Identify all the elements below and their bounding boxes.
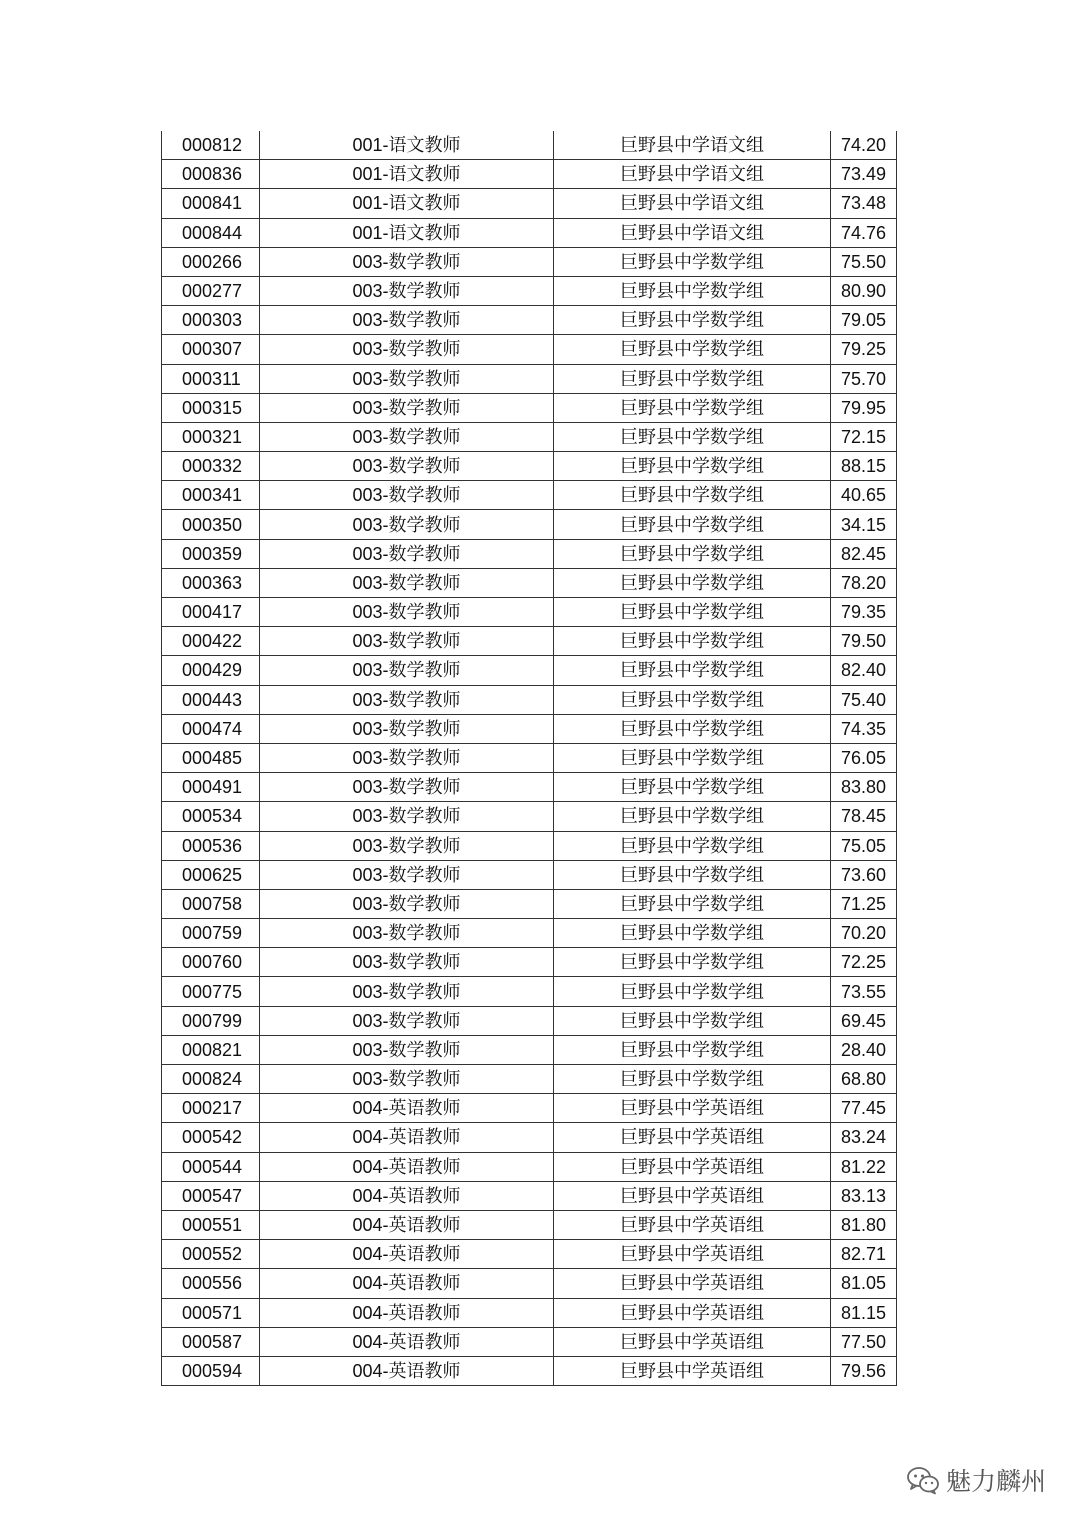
score-cell: 76.05 [831, 743, 897, 772]
candidate-id-cell: 000307 [162, 335, 260, 364]
group-cell: 巨野县中学英语组 [554, 1356, 831, 1385]
candidate-id-cell: 000758 [162, 889, 260, 918]
position-cell: 003-数学教师 [260, 598, 554, 627]
position-cell: 004-英语教师 [260, 1123, 554, 1152]
position-cell: 003-数学教师 [260, 919, 554, 948]
score-cell: 80.90 [831, 276, 897, 305]
score-cell: 79.35 [831, 598, 897, 627]
group-cell: 巨野县中学数学组 [554, 452, 831, 481]
group-cell: 巨野县中学数学组 [554, 422, 831, 451]
position-cell: 004-英语教师 [260, 1269, 554, 1298]
group-cell: 巨野县中学语文组 [554, 160, 831, 189]
group-cell: 巨野县中学英语组 [554, 1181, 831, 1210]
position-cell: 003-数学教师 [260, 889, 554, 918]
score-cell: 79.05 [831, 306, 897, 335]
group-cell: 巨野县中学英语组 [554, 1298, 831, 1327]
table-row [162, 919, 897, 948]
group-cell: 巨野县中学数学组 [554, 1065, 831, 1094]
table-row [162, 422, 897, 451]
score-cell: 82.45 [831, 539, 897, 568]
score-cell: 73.48 [831, 189, 897, 218]
table-row [162, 189, 897, 218]
candidate-id-cell: 000587 [162, 1327, 260, 1356]
score-cell: 75.40 [831, 685, 897, 714]
group-cell: 巨野县中学数学组 [554, 510, 831, 539]
candidate-id-cell: 000429 [162, 656, 260, 685]
group-cell: 巨野县中学语文组 [554, 189, 831, 218]
table-row [162, 1094, 897, 1123]
candidate-id-cell: 000759 [162, 919, 260, 948]
score-cell: 71.25 [831, 889, 897, 918]
score-cell: 79.50 [831, 627, 897, 656]
table-row [162, 831, 897, 860]
watermark-text: 魅力麟州 [945, 1467, 1046, 1496]
position-cell: 003-数学教师 [260, 247, 554, 276]
candidate-id-cell: 000359 [162, 539, 260, 568]
candidate-id-cell: 000266 [162, 247, 260, 276]
group-cell: 巨野县中学数学组 [554, 364, 831, 393]
group-cell: 巨野县中学数学组 [554, 598, 831, 627]
score-cell: 77.45 [831, 1094, 897, 1123]
candidate-id-cell: 000491 [162, 773, 260, 802]
position-cell: 003-数学教师 [260, 860, 554, 889]
score-table [161, 131, 897, 1386]
table-row [162, 948, 897, 977]
candidate-id-cell: 000812 [162, 131, 260, 160]
position-cell: 004-英语教师 [260, 1152, 554, 1181]
score-cell: 82.40 [831, 656, 897, 685]
table-row [162, 452, 897, 481]
score-cell: 72.25 [831, 948, 897, 977]
group-cell: 巨野县中学数学组 [554, 656, 831, 685]
group-cell: 巨野县中学英语组 [554, 1123, 831, 1152]
score-cell: 74.20 [831, 131, 897, 160]
candidate-id-cell: 000841 [162, 189, 260, 218]
candidate-id-cell: 000443 [162, 685, 260, 714]
score-cell: 83.80 [831, 773, 897, 802]
position-cell: 003-数学教师 [260, 422, 554, 451]
table-row [162, 627, 897, 656]
group-cell: 巨野县中学数学组 [554, 1035, 831, 1064]
candidate-id-cell: 000844 [162, 218, 260, 247]
candidate-id-cell: 000422 [162, 627, 260, 656]
position-cell: 003-数学教师 [260, 802, 554, 831]
table-row [162, 568, 897, 597]
group-cell: 巨野县中学英语组 [554, 1152, 831, 1181]
position-cell: 003-数学教师 [260, 539, 554, 568]
position-cell: 003-数学教师 [260, 1006, 554, 1035]
candidate-id-cell: 000485 [162, 743, 260, 772]
position-cell: 004-英语教师 [260, 1181, 554, 1210]
table-row [162, 860, 897, 889]
position-cell: 004-英语教师 [260, 1094, 554, 1123]
candidate-id-cell: 000536 [162, 831, 260, 860]
score-cell: 83.24 [831, 1123, 897, 1152]
group-cell: 巨野县中学数学组 [554, 568, 831, 597]
score-cell: 79.95 [831, 393, 897, 422]
group-cell: 巨野县中学数学组 [554, 627, 831, 656]
candidate-id-cell: 000552 [162, 1240, 260, 1269]
candidate-id-cell: 000547 [162, 1181, 260, 1210]
position-cell: 003-数学教师 [260, 831, 554, 860]
score-cell: 79.56 [831, 1356, 897, 1385]
candidate-id-cell: 000311 [162, 364, 260, 393]
score-cell: 28.40 [831, 1035, 897, 1064]
position-cell: 003-数学教师 [260, 1065, 554, 1094]
group-cell: 巨野县中学数学组 [554, 335, 831, 364]
table-row [162, 1356, 897, 1385]
table-row [162, 889, 897, 918]
score-cell: 73.49 [831, 160, 897, 189]
position-cell: 004-英语教师 [260, 1298, 554, 1327]
group-cell: 巨野县中学数学组 [554, 247, 831, 276]
candidate-id-cell: 000350 [162, 510, 260, 539]
score-cell: 83.13 [831, 1181, 897, 1210]
candidate-id-cell: 000836 [162, 160, 260, 189]
position-cell: 003-数学教师 [260, 656, 554, 685]
score-cell: 75.70 [831, 364, 897, 393]
group-cell: 巨野县中学数学组 [554, 685, 831, 714]
score-cell: 79.25 [831, 335, 897, 364]
group-cell: 巨野县中学数学组 [554, 306, 831, 335]
table-row [162, 598, 897, 627]
group-cell: 巨野县中学数学组 [554, 393, 831, 422]
score-cell: 73.60 [831, 860, 897, 889]
table-row [162, 306, 897, 335]
table-row [162, 1152, 897, 1181]
table-row [162, 977, 897, 1006]
candidate-id-cell: 000625 [162, 860, 260, 889]
table-row [162, 1210, 897, 1239]
position-cell: 003-数学教师 [260, 364, 554, 393]
group-cell: 巨野县中学数学组 [554, 831, 831, 860]
table-row [162, 743, 897, 772]
candidate-id-cell: 000544 [162, 1152, 260, 1181]
position-cell: 003-数学教师 [260, 714, 554, 743]
candidate-id-cell: 000534 [162, 802, 260, 831]
table-row [162, 802, 897, 831]
table-row [162, 1123, 897, 1152]
table-row [162, 714, 897, 743]
table-row [162, 773, 897, 802]
score-cell: 81.80 [831, 1210, 897, 1239]
position-cell: 003-数学教师 [260, 948, 554, 977]
position-cell: 003-数学教师 [260, 335, 554, 364]
group-cell: 巨野县中学英语组 [554, 1327, 831, 1356]
group-cell: 巨野县中学英语组 [554, 1240, 831, 1269]
table-row [162, 1327, 897, 1356]
position-cell: 003-数学教师 [260, 568, 554, 597]
position-cell: 001-语文教师 [260, 160, 554, 189]
table-row [162, 1269, 897, 1298]
group-cell: 巨野县中学语文组 [554, 131, 831, 160]
score-cell: 40.65 [831, 481, 897, 510]
candidate-id-cell: 000542 [162, 1123, 260, 1152]
score-cell: 78.45 [831, 802, 897, 831]
group-cell: 巨野县中学数学组 [554, 919, 831, 948]
group-cell: 巨野县中学数学组 [554, 773, 831, 802]
position-cell: 004-英语教师 [260, 1327, 554, 1356]
table-row [162, 685, 897, 714]
group-cell: 巨野县中学英语组 [554, 1094, 831, 1123]
candidate-id-cell: 000217 [162, 1094, 260, 1123]
position-cell: 003-数学教师 [260, 393, 554, 422]
candidate-id-cell: 000556 [162, 1269, 260, 1298]
score-cell: 70.20 [831, 919, 897, 948]
table-row [162, 481, 897, 510]
score-cell: 72.15 [831, 422, 897, 451]
candidate-id-cell: 000551 [162, 1210, 260, 1239]
group-cell: 巨野县中学数学组 [554, 860, 831, 889]
group-cell: 巨野县中学数学组 [554, 1006, 831, 1035]
table-row [162, 218, 897, 247]
candidate-id-cell: 000321 [162, 422, 260, 451]
position-cell: 003-数学教师 [260, 306, 554, 335]
candidate-id-cell: 000760 [162, 948, 260, 977]
score-cell: 74.35 [831, 714, 897, 743]
table-row [162, 1181, 897, 1210]
score-cell: 81.15 [831, 1298, 897, 1327]
score-cell: 74.76 [831, 218, 897, 247]
score-cell: 81.22 [831, 1152, 897, 1181]
score-cell: 88.15 [831, 452, 897, 481]
group-cell: 巨野县中学语文组 [554, 218, 831, 247]
table-row [162, 1298, 897, 1327]
group-cell: 巨野县中学数学组 [554, 743, 831, 772]
position-cell: 003-数学教师 [260, 276, 554, 305]
score-cell: 75.50 [831, 247, 897, 276]
wechat-icon [906, 1465, 940, 1495]
table-row [162, 539, 897, 568]
group-cell: 巨野县中学数学组 [554, 276, 831, 305]
score-cell: 77.50 [831, 1327, 897, 1356]
position-cell: 003-数学教师 [260, 452, 554, 481]
score-cell: 73.55 [831, 977, 897, 1006]
candidate-id-cell: 000474 [162, 714, 260, 743]
position-cell: 001-语文教师 [260, 189, 554, 218]
candidate-id-cell: 000303 [162, 306, 260, 335]
candidate-id-cell: 000277 [162, 276, 260, 305]
table-row [162, 276, 897, 305]
score-cell: 69.45 [831, 1006, 897, 1035]
candidate-id-cell: 000571 [162, 1298, 260, 1327]
group-cell: 巨野县中学数学组 [554, 539, 831, 568]
table-row [162, 160, 897, 189]
position-cell: 003-数学教师 [260, 685, 554, 714]
position-cell: 004-英语教师 [260, 1356, 554, 1385]
table-row [162, 364, 897, 393]
table-row [162, 656, 897, 685]
position-cell: 001-语文教师 [260, 218, 554, 247]
score-cell: 75.05 [831, 831, 897, 860]
candidate-id-cell: 000821 [162, 1035, 260, 1064]
group-cell: 巨野县中学英语组 [554, 1210, 831, 1239]
table-row [162, 1240, 897, 1269]
candidate-id-cell: 000341 [162, 481, 260, 510]
position-cell: 001-语文教师 [260, 131, 554, 160]
score-cell: 78.20 [831, 568, 897, 597]
score-cell: 81.05 [831, 1269, 897, 1298]
candidate-id-cell: 000799 [162, 1006, 260, 1035]
position-cell: 004-英语教师 [260, 1210, 554, 1239]
candidate-id-cell: 000363 [162, 568, 260, 597]
table-row [162, 335, 897, 364]
score-cell: 82.71 [831, 1240, 897, 1269]
group-cell: 巨野县中学数学组 [554, 977, 831, 1006]
candidate-id-cell: 000315 [162, 393, 260, 422]
group-cell: 巨野县中学英语组 [554, 1269, 831, 1298]
group-cell: 巨野县中学数学组 [554, 889, 831, 918]
table-row [162, 510, 897, 539]
candidate-id-cell: 000332 [162, 452, 260, 481]
candidate-id-cell: 000824 [162, 1065, 260, 1094]
table-row [162, 1006, 897, 1035]
table-row [162, 247, 897, 276]
candidate-id-cell: 000594 [162, 1356, 260, 1385]
group-cell: 巨野县中学数学组 [554, 481, 831, 510]
group-cell: 巨野县中学数学组 [554, 714, 831, 743]
position-cell: 003-数学教师 [260, 977, 554, 1006]
position-cell: 003-数学教师 [260, 773, 554, 802]
table-row [162, 1065, 897, 1094]
score-cell: 34.15 [831, 510, 897, 539]
table-body [162, 131, 897, 1386]
position-cell: 003-数学教师 [260, 627, 554, 656]
table-row [162, 393, 897, 422]
position-cell: 004-英语教师 [260, 1240, 554, 1269]
position-cell: 003-数学教师 [260, 481, 554, 510]
position-cell: 003-数学教师 [260, 510, 554, 539]
candidate-id-cell: 000775 [162, 977, 260, 1006]
watermark [906, 1462, 1046, 1498]
score-cell: 68.80 [831, 1065, 897, 1094]
position-cell: 003-数学教师 [260, 1035, 554, 1064]
table-row [162, 131, 897, 160]
table-row [162, 1035, 897, 1064]
candidate-id-cell: 000417 [162, 598, 260, 627]
group-cell: 巨野县中学数学组 [554, 948, 831, 977]
group-cell: 巨野县中学数学组 [554, 802, 831, 831]
position-cell: 003-数学教师 [260, 743, 554, 772]
